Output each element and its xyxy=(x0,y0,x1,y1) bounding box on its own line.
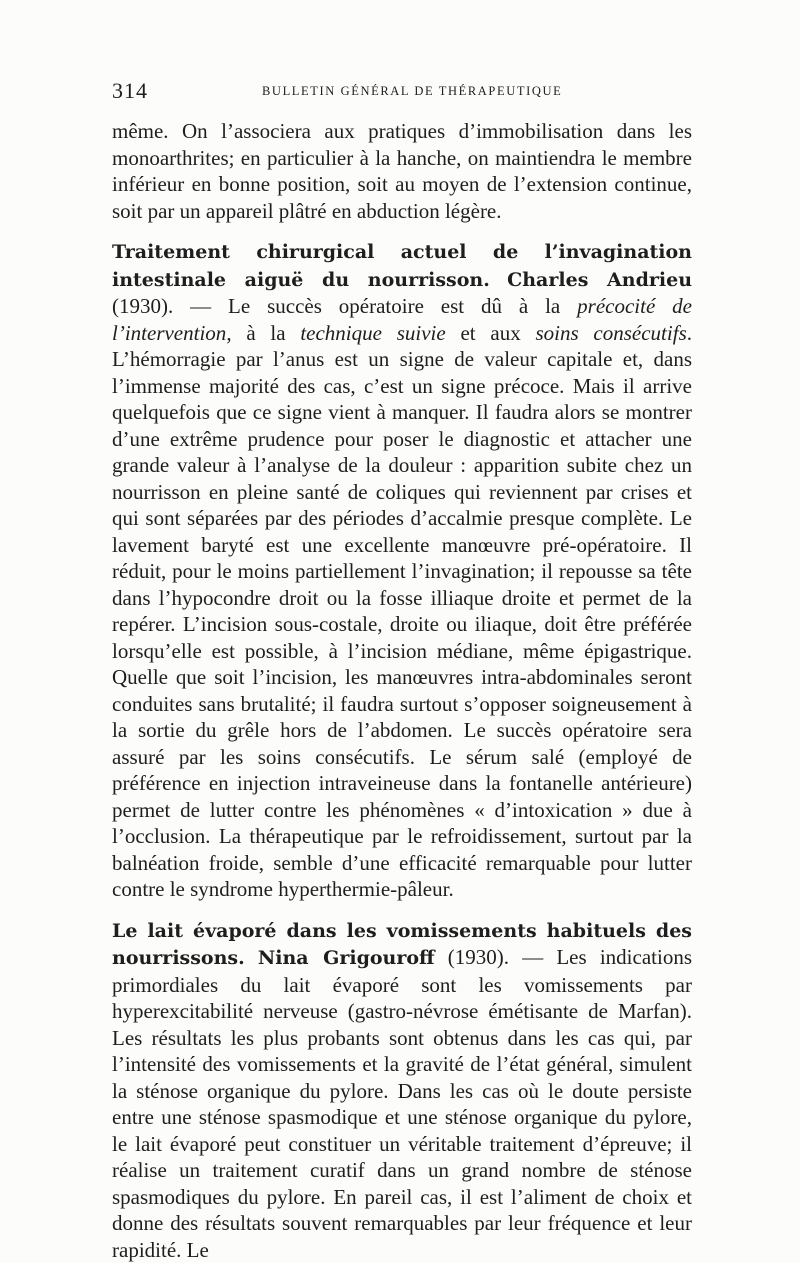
section-text: et aux xyxy=(446,321,536,345)
emphasis-text: précocité de l’intervention xyxy=(112,294,692,345)
emphasis-text: technique suivie xyxy=(300,321,445,345)
section-year: (1930). xyxy=(112,294,173,318)
section-title: Traitement chirurgical actuel de l’invagination intestinale aiguë du nourrisson. xyxy=(112,241,692,291)
running-head: BULLETIN GÉNÉRAL DE THÉRAPEUTIQUE xyxy=(262,84,562,99)
section-invagination xyxy=(112,238,692,903)
page-header xyxy=(112,78,692,104)
section-lait-evapore xyxy=(112,917,692,1263)
section-year: (1930). xyxy=(448,945,509,969)
section-text: . L’hémorragie par l’anus est un signe de valeur capitale et, dans l’immense majorité des cas, c’est un signe précoce. Mais il arrive quelquefois que ce signe vient à manquer. Il faudra alors se montrer d’une extrême prudence pour poser le diagnostic et attacher une grande valeur à l’analyse de la douleur : apparition subite chez un nourrisson en pleine santé de coliques qui reviennent par crises et qui sont séparées par des périodes d’accalmie presque complète. Le lavement baryté est une excellente manœuvre pré-opératoire. Il réduit, pour le moins partiellement l’invagination; il repousse sa tête dans l’hypocondre droit ou la fosse illiaque droite et permet de la repérer. L’incision sous-costale, droite ou iliaque, doit être préférée lorsqu’elle est possible, à l’incision médiane, même épigastrique. Quelle que soit l’incision, les manœuvres intra-abdominales seront conduites sans brutalité; il faudra surtout s’opposer soigneusement à la sortie du grêle hors de l’abdomen. Le succès opératoire sera assuré par les soins consécutifs. Le sérum salé (employé de préférence en injection intraveineuse dans la fontanelle antérieure) permet de lutter contre les phénomènes « d’intoxication » due à l’occlusion. La thérapeutique par le refroidissement, surtout par la balnéation froide, semble d’une efficacité remarquable pour lutter contre le syndrome hyperthermie-pâleur. xyxy=(112,321,692,902)
body-text xyxy=(112,118,692,1263)
section-text: , à la xyxy=(226,321,300,345)
section-title: Le lait évaporé dans les vomissements habituels des nourrissons. xyxy=(112,920,692,970)
section-author: Nina Grigouroff xyxy=(258,947,435,969)
page-number: 314 xyxy=(112,78,148,104)
emphasis-text: soins consécutifs xyxy=(535,321,686,345)
section-text: — Les indications primordiales du lait évaporé sont les vomissements par hyperexcitabilité nerveuse (gastro-névrose émétisante de Marfan). Les résultats les plus probants sont obtenus dans les cas qui, par l’intensité des vomissements et la gravité de l’état général, simulent la sténose organique du pylore. Dans les cas où le doute persiste entre une sténose spasmodique et une sténose organique du pylore, le lait évaporé peut constituer un véritable traitement d’épreuve; il réalise un traitement curatif dans un grand nombre de sténose spasmodiques du pylore. En pareil cas, il est l’aliment de choix et donne des résultats souvent remarquables par leur fréquence et leur rapidité. Le xyxy=(112,945,692,1262)
paragraph-continuation: même. On l’associera aux pratiques d’immobilisation dans les monoarthrites; en particulier à la hanche, on maintiendra le membre inférieur en bonne position, soit au moyen de l’extension continue, soit par un appareil plâtré en abduction légère. xyxy=(112,118,692,224)
section-author: Charles Andrieu xyxy=(507,269,692,291)
section-text: — Le succès opératoire est dû à la xyxy=(173,294,577,318)
